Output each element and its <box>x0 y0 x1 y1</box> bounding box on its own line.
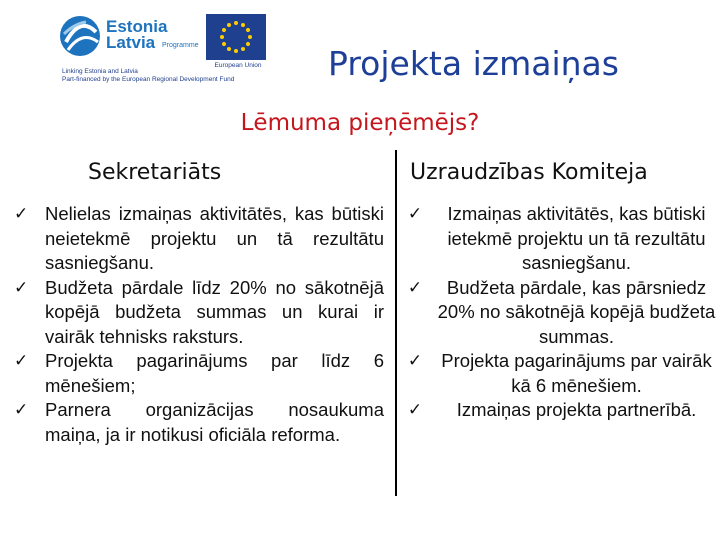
tagline-line-1: Linking Estonia and Latvia <box>62 68 138 75</box>
list-item <box>404 276 718 350</box>
list-item <box>14 349 384 398</box>
heading-secretariat: Sekretariāts <box>88 160 222 185</box>
tagline-line-2: Part-financed by the European Regional Development Fund <box>62 76 235 83</box>
list-item <box>404 398 718 423</box>
eu-flag-icon <box>206 14 266 60</box>
swirl-logo-icon <box>56 12 104 60</box>
list-item-text: Projekta pagarinājums par līdz 6 mēnešiem; <box>45 350 384 396</box>
committee-list <box>404 202 718 423</box>
list-item <box>14 202 384 276</box>
decision-question: Lēmuma pieņēmējs? <box>240 110 480 136</box>
secretariat-list <box>14 202 384 447</box>
list-item <box>404 349 718 398</box>
list-item-text: Budžeta pārdale, kas pārsniedz 20% no sākotnējā kopējā budžeta summas. <box>437 276 716 347</box>
checkmark-icon: ✓ <box>407 277 423 298</box>
eu-caption: European Union <box>214 62 262 69</box>
brand-programme: Programme <box>162 42 199 49</box>
logo-tagline <box>62 68 234 84</box>
checkmark-icon: ✓ <box>407 400 423 420</box>
list-item-text: Nelielas izmaiņas aktivitātēs, kas būtiski neietekmē projektu un tā rezultātu sasniegšanu. <box>45 203 384 273</box>
page-title: Projekta izmaiņas <box>328 44 619 83</box>
heading-monitoring-committee: Uzraudzības Komiteja <box>410 160 648 185</box>
programme-logo <box>56 12 276 84</box>
checkmark-icon: ✓ <box>407 351 423 371</box>
list-item <box>14 398 384 447</box>
brand-estonia: Estonia <box>106 17 168 36</box>
checkmark-icon: ✓ <box>407 204 423 224</box>
list-item <box>404 202 718 276</box>
checkmark-icon: ✓ <box>14 351 29 371</box>
column-divider <box>395 150 397 496</box>
checkmark-icon: ✓ <box>14 277 29 298</box>
list-item-text: Izmaiņas aktivitātēs, kas būtiski ietekmē projektu un tā rezultātu sasniegšanu. <box>447 203 706 273</box>
list-item-text: Parnera organizācijas nosaukuma maiņa, ja ir notikusi oficiāla reforma. <box>45 399 384 445</box>
list-item-text: Budžeta pārdale līdz 20% no sākotnējā kopējā budžeta summas un kurai ir vairāk tehnisks raksturs. <box>45 276 384 347</box>
checkmark-icon: ✓ <box>14 204 29 224</box>
list-item <box>14 276 384 350</box>
list-item-text: Izmaiņas projekta partnerībā. <box>456 399 697 420</box>
brand-latvia: Latvia <box>106 33 156 52</box>
checkmark-icon: ✓ <box>14 400 29 420</box>
list-item-text: Projekta pagarinājums par vairāk kā 6 mēnešiem. <box>441 350 712 396</box>
